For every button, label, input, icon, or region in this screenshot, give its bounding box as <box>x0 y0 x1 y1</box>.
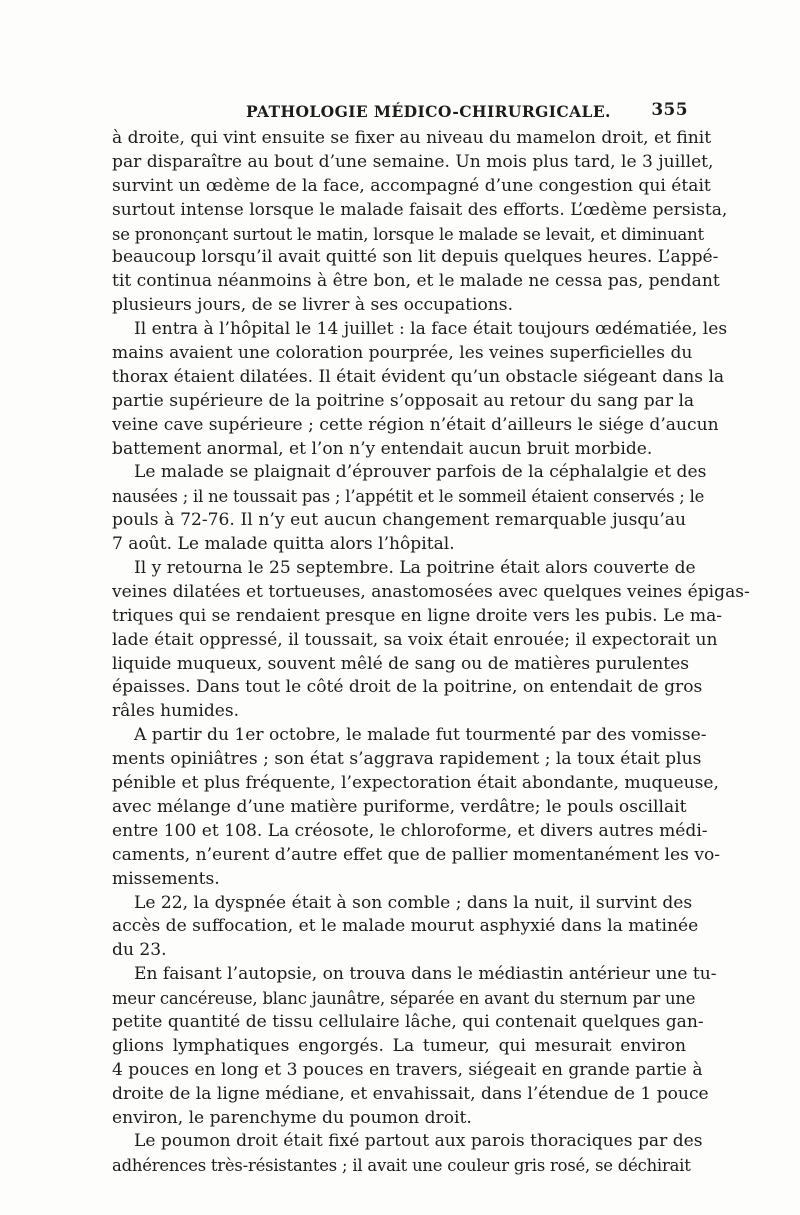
text-line: à droite, qui vint ensuite se fixer au niveau du mamelon droit, et finit <box>112 128 712 148</box>
text-line: petite quantité de tissu cellulaire lâche, qui contenait quelques gan- <box>112 1011 704 1032</box>
text-line: droite de la ligne médiane, et envahissait, dans l’étendue de 1 pouce <box>112 1083 709 1104</box>
text-line: environ, le parenchyme du poumon droit. <box>112 1107 472 1128</box>
text-line: adhérences très-résistantes ; il avait une couleur gris rosé, se déchirait <box>112 1156 691 1176</box>
text-line: pénible et plus fréquente, l’expectoration était abondante, muqueuse, <box>112 773 719 794</box>
text-line: se prononçant surtout le matin, lorsque le malade se levait, et diminuant <box>112 224 704 244</box>
text-line: par disparaître au bout d’une semaine. Un mois plus tard, le 3 juillet, <box>112 151 714 172</box>
page-header <box>104 100 688 126</box>
text-line: glions lymphatiques engorgés. La tumeur, qui mesurait environ <box>112 1035 686 1056</box>
text-line: entre 100 et 108. La créosote, le chloroforme, et divers autres médi- <box>112 820 708 841</box>
text-line: 4 pouces en long et 3 pouces en travers, siégeait en grande partie à <box>112 1059 703 1080</box>
text-line: liquide muqueux, souvent mêlé de sang ou de matières purulentes <box>112 653 690 674</box>
text-line: Le poumon droit était fixé partout aux parois thoraciques par des <box>134 1131 703 1152</box>
text-line: surtout intense lorsque le malade faisait des efforts. L’œdème persista, <box>112 199 728 220</box>
text-line: râles humides. <box>112 701 240 722</box>
text-line: Il y retourna le 25 septembre. La poitrine était alors couverte de <box>134 558 696 579</box>
text-line: Le malade se plaignait d’éprouver parfois de la céphalalgie et des <box>134 462 707 483</box>
text-line: Il entra à l’hôpital le 14 juillet : la face était toujours œdématiée, les <box>134 319 728 340</box>
text-line: missements. <box>112 868 220 889</box>
text-line: du 23. <box>112 940 167 961</box>
text-line: nausées ; il ne toussait pas ; l’appétit et le sommeil étaient conservés ; le <box>112 487 705 507</box>
text-line: beaucoup lorsqu’il avait quitté son lit depuis quelques heures. L’appé- <box>112 247 719 268</box>
text-line: A partir du 1er octobre, le malade fut tourmenté par des vomisse- <box>134 725 707 746</box>
text-line: thorax étaient dilatées. Il était évident qu’un obstacle siégeant dans la <box>112 366 725 387</box>
text-line: battement anormal, et l’on n’y entendait aucun bruit morbide. <box>112 438 653 459</box>
body-text <box>112 127 750 1178</box>
text-line: avec mélange d’une matière puriforme, verdâtre; le pouls oscillait <box>112 796 687 817</box>
running-title: PATHOLOGIE MÉDICO-CHIRURGICALE. <box>246 102 611 121</box>
text-line: veines dilatées et tortueuses, anastomosées avec quelques veines épigas- <box>112 581 750 602</box>
text-line: En faisant l’autopsie, on trouva dans le médiastin antérieur une tu- <box>134 964 717 985</box>
text-line: épaisses. Dans tout le côté droit de la poitrine, on entendait de gros <box>112 677 703 698</box>
text-line: pouls à 72-76. Il n’y eut aucun changement remarquable jusqu’au <box>112 510 686 531</box>
text-line: 7 août. Le malade quitta alors l’hôpital. <box>112 534 455 555</box>
text-line: plusieurs jours, de se livrer à ses occupations. <box>112 295 514 316</box>
page-number: 355 <box>651 100 688 120</box>
text-line: partie supérieure de la poitrine s’opposait au retour du sang par la <box>112 390 695 411</box>
text-line: veine cave supérieure ; cette région n’était d’ailleurs le siége d’aucun <box>112 414 719 435</box>
text-line: meur cancéreuse, blanc jaunâtre, séparée en avant du sternum par une <box>112 989 696 1009</box>
text-line: ments opiniâtres ; son état s’aggrava rapidement ; la toux était plus <box>112 749 702 770</box>
text-line: tit continua néanmoins à être bon, et le malade ne cessa pas, pendant <box>112 271 720 292</box>
text-line: survint un œdème de la face, accompagné d’une congestion qui était <box>112 175 711 196</box>
text-line: mains avaient une coloration pourprée, les veines superficielles du <box>112 343 693 364</box>
text-line: Le 22, la dyspnée était à son comble ; dans la nuit, il survint des <box>134 892 693 913</box>
text-line: triques qui se rendaient presque en ligne droite vers les pubis. Le ma- <box>112 605 723 626</box>
text-line: accès de suffocation, et le malade mourut asphyxié dans la matinée <box>112 916 699 937</box>
text-line: caments, n’eurent d’autre effet que de pallier momentanément les vo- <box>112 844 721 865</box>
text-line: lade était oppressé, il toussait, sa voix était enrouée; il expectorait un <box>112 629 718 650</box>
